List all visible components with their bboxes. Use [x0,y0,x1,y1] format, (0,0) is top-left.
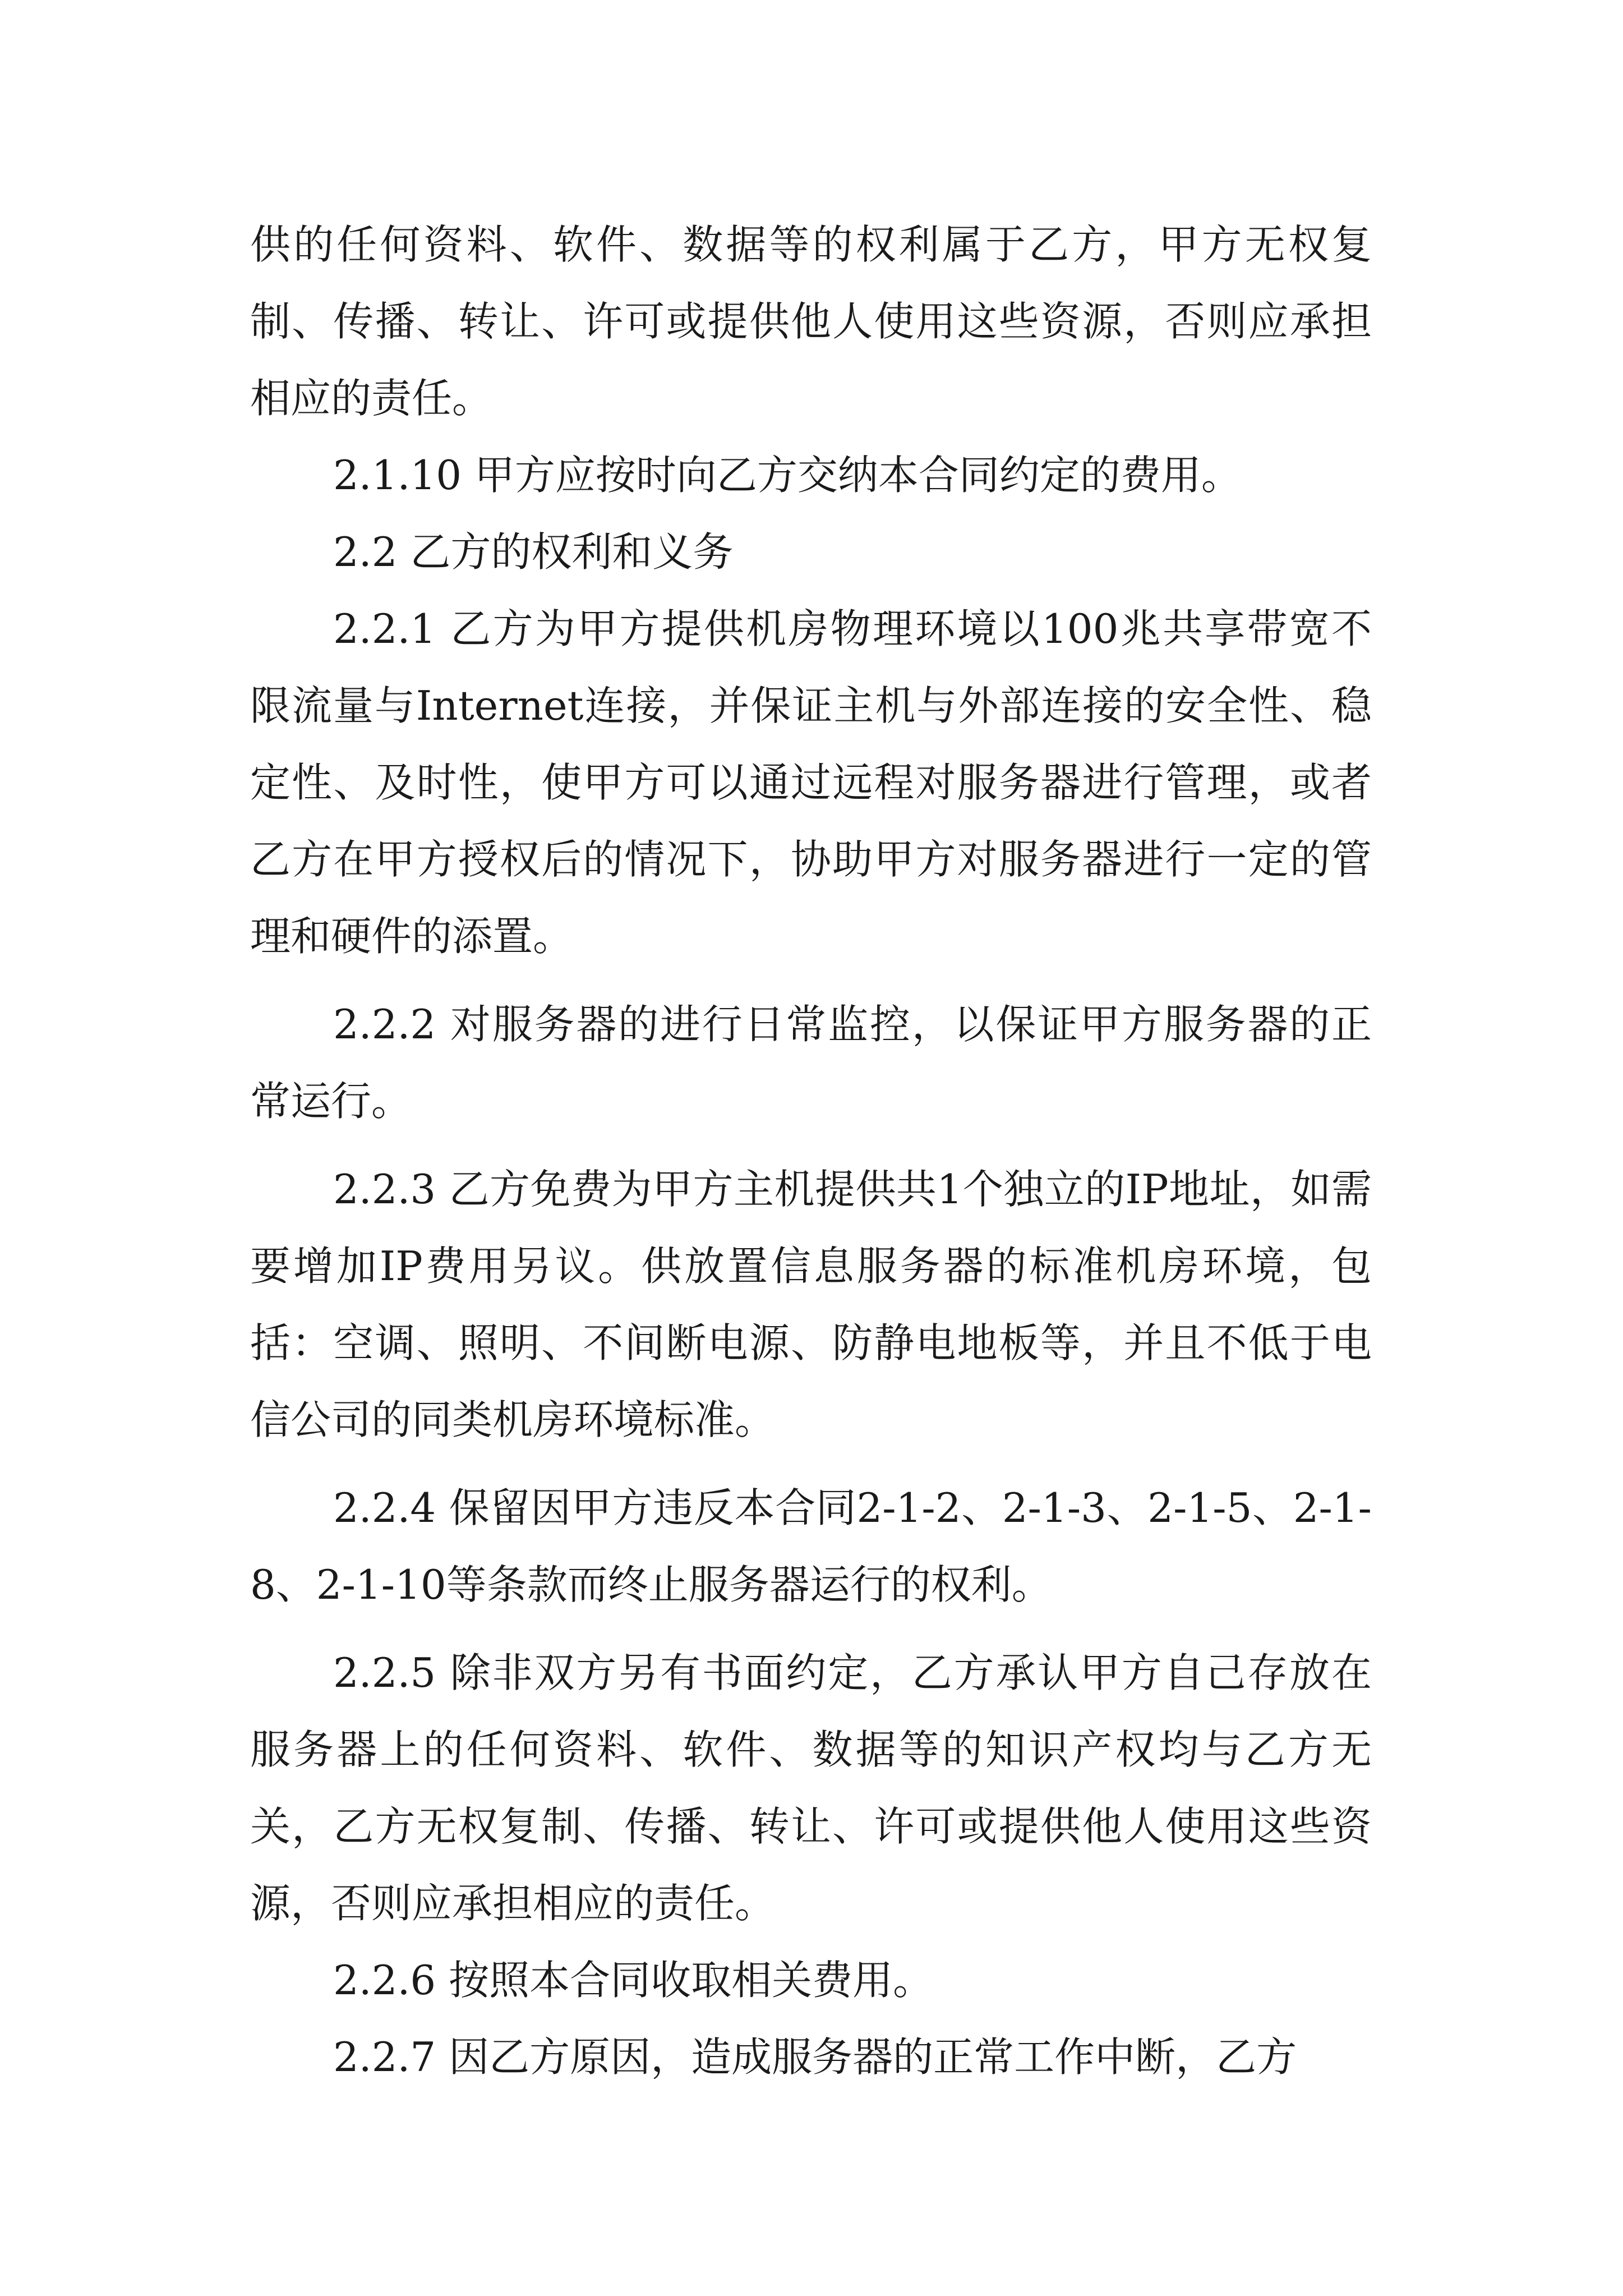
paragraph-continuation: 供的任何资料、软件、数据等的权利属于乙方，甲方无权复制、传播、转让、许可或提供他人使用这些资源，否则应承担相应的责任。 [250,221,1372,422]
paragraph-2-2-3: 2.2.3 乙方免费为甲方主机提供共1个独立的IP地址，如需要增加IP费用另议。供放置信息服务器的标准机房环境，包括：空调、照明、不间断电源、防静电地板等，并且不低于电信公司的同类机房环境标准。 [250,1166,1372,1443]
paragraph-2-2-5: 2.2.5 除非双方另有书面约定，乙方承认甲方自己存放在服务器上的任何资料、软件、数据等的知识产权均与乙方无关，乙方无权复制、传播、转让、许可或提供他人使用这些资源，否则应承担相应的责任。 [250,1649,1372,1927]
paragraph-2-2-2: 2.2.2 对服务器的进行日常监控，以保证甲方服务器的正常运行。 [250,1001,1372,1125]
paragraph-2-1-10: 2.1.10 甲方应按时向乙方交纳本合同约定的费用。 [333,452,1242,499]
section-heading-2-2: 2.2 乙方的权利和义务 [333,528,734,576]
paragraph-2-2-4: 2.2.4 保留因甲方违反本合同2-1-2、2-1-3、2-1-5、2-1-8、2-1-10等条款而终止服务器运行的权利。 [250,1484,1372,1608]
paragraph-2-2-7: 2.2.7 因乙方原因，造成服务器的正常工作中断，乙方 [333,2033,1297,2081]
paragraph-2-2-6: 2.2.6 按照本合同收取相关费用。 [333,1957,934,2004]
paragraph-2-2-1: 2.2.1 乙方为甲方提供机房物理环境以100兆共享带宽不限流量与Internet连接，并保证主机与外部连接的安全性、稳定性、及时性，使甲方可以通过远程对服务器进行管理，或者乙方在甲方授权后的情况下，协助甲方对服务器进行一定的管理和硬件的添置。 [250,605,1372,960]
document-body [250,206,1372,2096]
